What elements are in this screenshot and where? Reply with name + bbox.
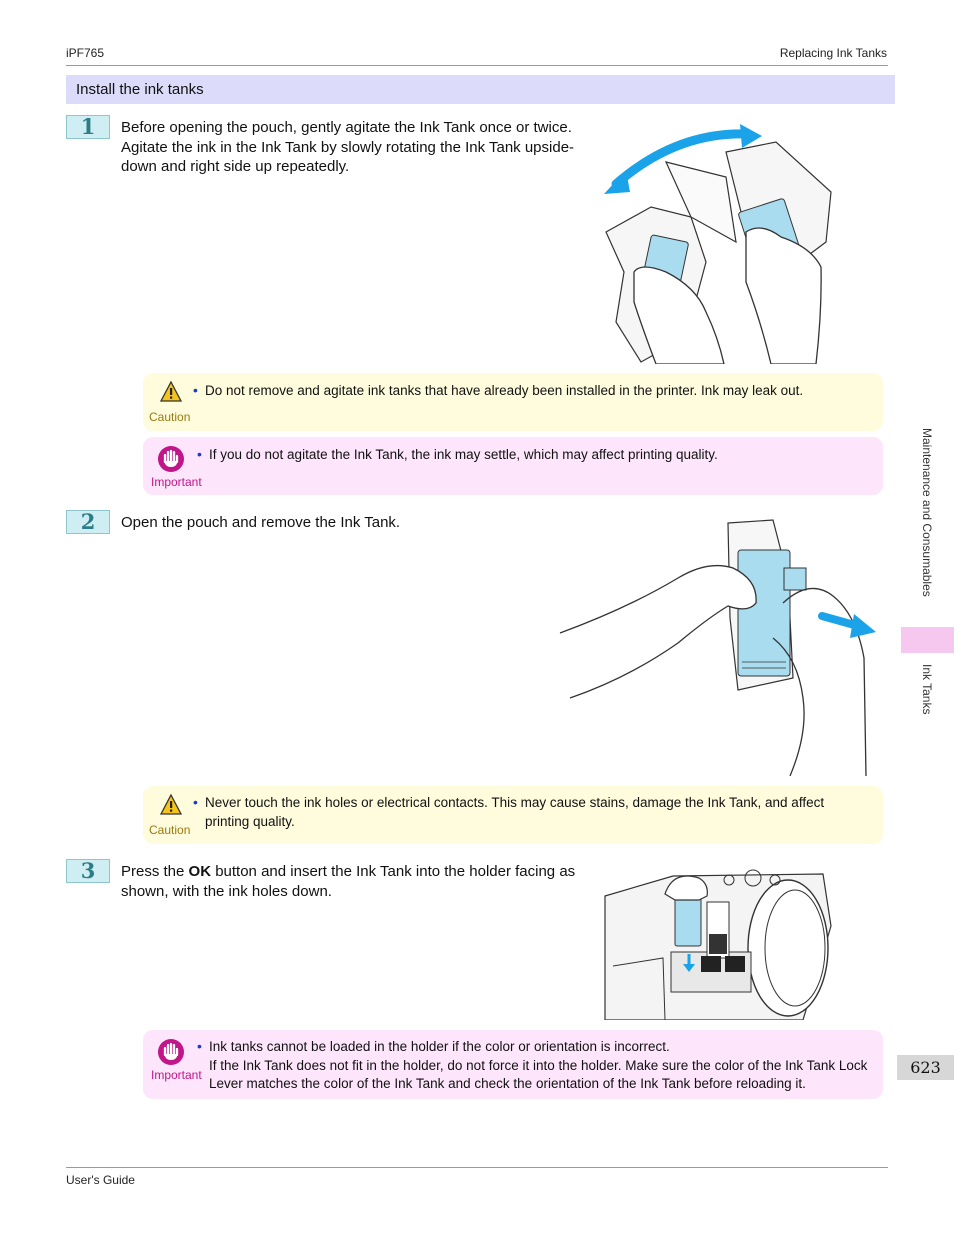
caution-note-2 xyxy=(143,786,883,844)
sidebar-chapter-label: Maintenance and Consumables xyxy=(920,428,934,597)
bullet-icon: • xyxy=(197,446,202,462)
caution-2-text xyxy=(193,794,870,831)
important-1-text xyxy=(197,446,859,465)
agitate-ink-tank-illustration xyxy=(596,122,836,364)
important-2-line-2: If the Ink Tank does not fit in the holder, do not force it into the holder. Make sure the color of the Ink Tank Lock Lever matches the color of the Ink Tank and check the orientation of the Ink Tank before reloading it. xyxy=(209,1057,868,1091)
bullet-icon: • xyxy=(197,1038,202,1054)
step-number-1: 1 xyxy=(66,115,110,139)
important-note-1 xyxy=(143,437,883,495)
step-3-text xyxy=(121,862,591,901)
important-1-body: If you do not agitate the Ink Tank, the ink may settle, which may affect printing quality. xyxy=(209,447,718,462)
stop-hand-icon xyxy=(157,1038,185,1066)
step-2-text: Open the pouch and remove the Ink Tank. xyxy=(121,514,401,531)
step-3-text-b: button and insert the Ink Tank into the holder facing as shown, with the ink holes down. xyxy=(121,863,576,900)
important-2-line-1: Ink tanks cannot be loaded in the holder if the color or orientation is incorrect. xyxy=(209,1039,670,1054)
sidebar-section-label: Ink Tanks xyxy=(920,664,934,715)
caution-note-1 xyxy=(143,373,883,431)
footer-guide-title: User's Guide xyxy=(66,1173,135,1187)
sidebar-section-tab xyxy=(901,627,954,653)
important-label: Important xyxy=(151,475,202,489)
caution-1-text xyxy=(193,382,865,401)
step-number-2: 2 xyxy=(66,510,110,534)
header-product: iPF765 xyxy=(66,46,105,60)
important-note-2 xyxy=(143,1030,883,1099)
bullet-icon: • xyxy=(193,382,198,398)
caution-2-body: Never touch the ink holes or electrical contacts. This may cause stains, damage the Ink Tank, and affect printing quality. xyxy=(205,795,825,829)
header-chapter-title: Replacing Ink Tanks xyxy=(779,46,887,60)
warning-triangle-icon xyxy=(160,794,182,816)
footer-rule xyxy=(66,1167,888,1168)
caution-label: Caution xyxy=(149,823,191,837)
section-title: Install the ink tanks xyxy=(76,81,204,98)
header-rule xyxy=(66,65,888,66)
insert-ink-tank-illustration xyxy=(603,866,833,1020)
remove-ink-tank-illustration xyxy=(558,518,878,776)
important-2-text xyxy=(197,1038,869,1094)
section-heading-bar xyxy=(66,75,895,104)
page-number: 623 xyxy=(897,1055,954,1080)
step-1-text: Before opening the pouch, gently agitate the Ink Tank once or twice. Agitate the ink in the Ink Tank by slowly rotating the Ink Tank upside-down and right side up repeatedly. xyxy=(121,119,575,175)
ok-button-keyword: OK xyxy=(188,863,212,880)
bullet-icon: • xyxy=(193,794,198,810)
step-3-text-a: Press the xyxy=(121,863,189,880)
caution-1-body: Do not remove and agitate ink tanks that have already been installed in the printer. Ink may leak out. xyxy=(205,383,804,398)
important-label: Important xyxy=(151,1068,202,1082)
step-number-3: 3 xyxy=(66,859,110,883)
stop-hand-icon xyxy=(157,445,185,473)
caution-label: Caution xyxy=(149,410,191,424)
warning-triangle-icon xyxy=(160,381,182,403)
